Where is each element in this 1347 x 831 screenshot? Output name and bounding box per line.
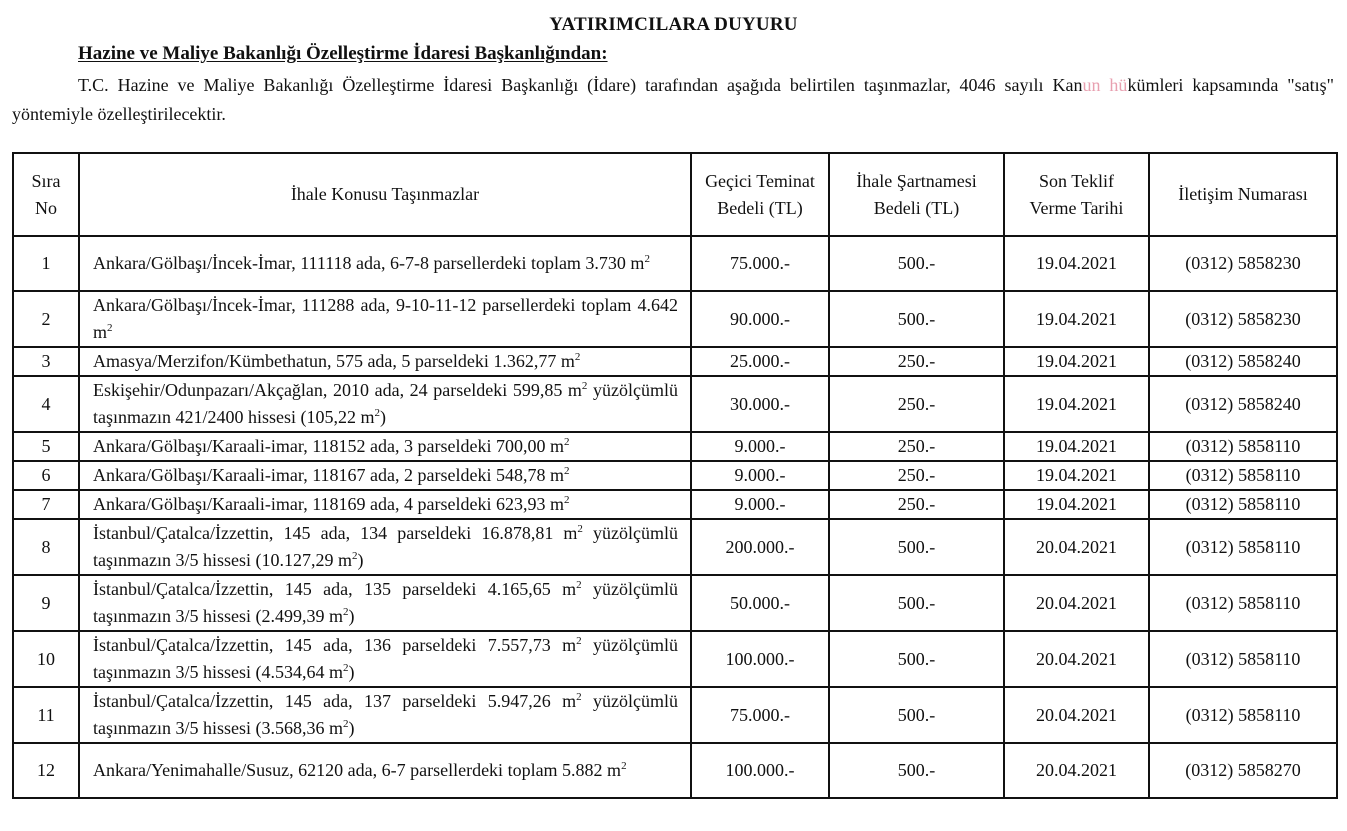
table-row <box>13 376 1337 432</box>
header-spec-fee: İhale Şartnamesi Bedeli (TL) <box>829 153 1004 236</box>
guarantee-amount: 30.000.- <box>691 376 829 432</box>
area-unit-superscript: 2 <box>576 579 582 591</box>
table-row <box>13 687 1337 743</box>
area-unit-superscript: 2 <box>374 407 380 419</box>
deadline-date: 19.04.2021 <box>1004 490 1149 519</box>
row-number: 7 <box>13 490 79 519</box>
contact-phone: (0312) 5858240 <box>1149 347 1337 376</box>
spec-fee: 250.- <box>829 376 1004 432</box>
contact-phone: (0312) 5858230 <box>1149 291 1337 347</box>
table-header-row <box>13 153 1337 236</box>
guarantee-amount: 90.000.- <box>691 291 829 347</box>
intro-paragraph <box>12 71 1334 129</box>
property-description <box>79 519 691 575</box>
contact-phone: (0312) 5858110 <box>1149 490 1337 519</box>
area-unit-superscript: 2 <box>621 760 627 772</box>
guarantee-amount: 25.000.- <box>691 347 829 376</box>
description-text: Ankara/Gölbaşı/Karaali-imar, 118167 ada, 2 parseldeki 548,78 m <box>93 465 564 485</box>
contact-phone: (0312) 5858240 <box>1149 376 1337 432</box>
description-text: Amasya/Merzifon/Kümbethatun, 575 ada, 5 parseldeki 1.362,77 m <box>93 351 575 371</box>
property-description <box>79 376 691 432</box>
deadline-date: 20.04.2021 <box>1004 687 1149 743</box>
description-text: Ankara/Gölbaşı/İncek-İmar, 111288 ada, 9-10-11-12 parsellerdeki toplam 4.642 m <box>93 295 678 342</box>
table-row <box>13 519 1337 575</box>
guarantee-amount: 75.000.- <box>691 236 829 291</box>
properties-table <box>12 152 1338 799</box>
row-number: 10 <box>13 631 79 687</box>
property-description <box>79 432 691 461</box>
contact-phone: (0312) 5858110 <box>1149 687 1337 743</box>
area-unit-superscript: 2 <box>342 718 349 730</box>
guarantee-amount: 9.000.- <box>691 461 829 490</box>
guarantee-amount: 9.000.- <box>691 432 829 461</box>
closing-paren: ) <box>348 718 355 738</box>
description-share-text: yüzölçümlü taşınmazın 3/5 hissesi (3.568,36 m <box>93 691 678 738</box>
row-number: 2 <box>13 291 79 347</box>
spec-fee: 500.- <box>829 575 1004 631</box>
description-text: Ankara/Gölbaşı/Karaali-imar, 118169 ada, 4 parseldeki 623,93 m <box>93 494 564 514</box>
watermark-overlay: un hü <box>1082 75 1128 95</box>
area-unit-superscript: 2 <box>576 691 582 703</box>
announcement-title: YATIRIMCILARA DUYURU <box>549 14 798 35</box>
spec-fee: 250.- <box>829 490 1004 519</box>
area-unit-superscript: 2 <box>342 606 349 618</box>
property-description <box>79 575 691 631</box>
deadline-date: 20.04.2021 <box>1004 575 1149 631</box>
area-unit-superscript: 2 <box>576 635 582 647</box>
area-unit-superscript: 2 <box>574 351 581 363</box>
deadline-date: 19.04.2021 <box>1004 376 1149 432</box>
description-text: İstanbul/Çatalca/İzzettin, 145 ada, 136 parseldeki 7.557,73 m <box>93 635 577 655</box>
deadline-date: 19.04.2021 <box>1004 347 1149 376</box>
row-number: 12 <box>13 743 79 798</box>
area-unit-superscript: 2 <box>644 253 650 265</box>
guarantee-amount: 9.000.- <box>691 490 829 519</box>
table-row <box>13 461 1337 490</box>
deadline-date: 20.04.2021 <box>1004 631 1149 687</box>
closing-paren: ) <box>348 662 355 682</box>
spec-fee: 250.- <box>829 347 1004 376</box>
property-description <box>79 490 691 519</box>
area-unit-superscript: 2 <box>107 322 113 334</box>
table-row <box>13 347 1337 376</box>
spec-fee: 250.- <box>829 432 1004 461</box>
contact-phone: (0312) 5858110 <box>1149 631 1337 687</box>
table-row <box>13 291 1337 347</box>
area-unit-superscript: 2 <box>577 523 583 535</box>
guarantee-amount: 100.000.- <box>691 743 829 798</box>
header-contact: İletişim Numarası <box>1149 153 1337 236</box>
description-text: Ankara/Gölbaşı/İncek-İmar, 111118 ada, 6-7-8 parsellerdeki toplam 3.730 m <box>93 253 645 273</box>
contact-phone: (0312) 5858270 <box>1149 743 1337 798</box>
table-row <box>13 631 1337 687</box>
issuer-heading: Hazine ve Maliye Bakanlığı Özelleştirme İdaresi Başkanlığından: <box>78 43 608 64</box>
description-text: İstanbul/Çatalca/İzzettin, 145 ada, 134 parseldeki 16.878,81 m <box>93 523 578 543</box>
property-description <box>79 291 691 347</box>
guarantee-amount: 75.000.- <box>691 687 829 743</box>
spec-fee: 500.- <box>829 743 1004 798</box>
spec-fee: 500.- <box>829 519 1004 575</box>
property-description <box>79 347 691 376</box>
deadline-date: 19.04.2021 <box>1004 291 1149 347</box>
closing-paren: ) <box>357 550 364 570</box>
deadline-date: 20.04.2021 <box>1004 519 1149 575</box>
header-deadline: Son Teklif Verme Tarihi <box>1004 153 1149 236</box>
header-guarantee: Geçici Teminat Bedeli (TL) <box>691 153 829 236</box>
intro-text-part-1: T.C. Hazine ve Maliye Bakanlığı Özelleştirme İdaresi Başkanlığı (İdare) tarafından aşağıda belirtilen taşınmazlar, 4046 sayılı Kan <box>78 75 1083 95</box>
row-number: 1 <box>13 236 79 291</box>
spec-fee: 500.- <box>829 687 1004 743</box>
table-row <box>13 236 1337 291</box>
area-unit-superscript: 2 <box>563 436 570 448</box>
row-number: 8 <box>13 519 79 575</box>
description-share-text: yüzölçümlü taşınmazın 421/2400 hissesi (105,22 m <box>93 380 678 427</box>
row-number: 3 <box>13 347 79 376</box>
row-number: 5 <box>13 432 79 461</box>
area-unit-superscript: 2 <box>342 662 349 674</box>
description-text: İstanbul/Çatalca/İzzettin, 145 ada, 137 parseldeki 5.947,26 m <box>93 691 577 711</box>
table-body <box>13 236 1337 798</box>
description-share-text: yüzölçümlü taşınmazın 3/5 hissesi (10.127,29 m <box>93 523 678 570</box>
guarantee-amount: 50.000.- <box>691 575 829 631</box>
intro-text-part-2: kümleri kapsamında "satış" yöntemiyle özelleştirilecektir. <box>12 75 1335 124</box>
spec-fee: 250.- <box>829 461 1004 490</box>
row-number: 4 <box>13 376 79 432</box>
area-unit-superscript: 2 <box>563 494 570 506</box>
property-description <box>79 236 691 291</box>
description-text: İstanbul/Çatalca/İzzettin, 145 ada, 135 parseldeki 4.165,65 m <box>93 579 577 599</box>
closing-paren: ) <box>379 407 386 427</box>
spec-fee: 500.- <box>829 291 1004 347</box>
header-sira-no: Sıra No <box>13 153 79 236</box>
deadline-date: 19.04.2021 <box>1004 236 1149 291</box>
description-text: Ankara/Gölbaşı/Karaali-imar, 118152 ada, 3 parseldeki 700,00 m <box>93 436 564 456</box>
row-number: 11 <box>13 687 79 743</box>
contact-phone: (0312) 5858110 <box>1149 575 1337 631</box>
description-share-text: yüzölçümlü taşınmazın 3/5 hissesi (4.534,64 m <box>93 635 678 682</box>
property-description <box>79 743 691 798</box>
property-description <box>79 631 691 687</box>
area-unit-superscript: 2 <box>581 380 588 392</box>
spec-fee: 500.- <box>829 236 1004 291</box>
deadline-date: 19.04.2021 <box>1004 461 1149 490</box>
row-number: 6 <box>13 461 79 490</box>
area-unit-superscript: 2 <box>563 465 570 477</box>
spec-fee: 500.- <box>829 631 1004 687</box>
contact-phone: (0312) 5858230 <box>1149 236 1337 291</box>
guarantee-amount: 100.000.- <box>691 631 829 687</box>
closing-paren: ) <box>348 606 355 626</box>
guarantee-amount: 200.000.- <box>691 519 829 575</box>
property-description <box>79 687 691 743</box>
table-row <box>13 432 1337 461</box>
row-number: 9 <box>13 575 79 631</box>
description-share-text: yüzölçümlü taşınmazın 3/5 hissesi (2.499,39 m <box>93 579 678 626</box>
contact-phone: (0312) 5858110 <box>1149 519 1337 575</box>
deadline-date: 19.04.2021 <box>1004 432 1149 461</box>
table-row <box>13 490 1337 519</box>
property-description <box>79 461 691 490</box>
deadline-date: 20.04.2021 <box>1004 743 1149 798</box>
contact-phone: (0312) 5858110 <box>1149 461 1337 490</box>
description-text: Ankara/Yenimahalle/Susuz, 62120 ada, 6-7 parsellerdeki toplam 5.882 m <box>93 760 622 780</box>
table-row <box>13 743 1337 798</box>
header-subject: İhale Konusu Taşınmazlar <box>79 153 691 236</box>
contact-phone: (0312) 5858110 <box>1149 432 1337 461</box>
table-row <box>13 575 1337 631</box>
description-text: Eskişehir/Odunpazarı/Akçağlan, 2010 ada, 24 parseldeki 599,85 m <box>93 380 582 400</box>
area-unit-superscript: 2 <box>351 550 358 562</box>
